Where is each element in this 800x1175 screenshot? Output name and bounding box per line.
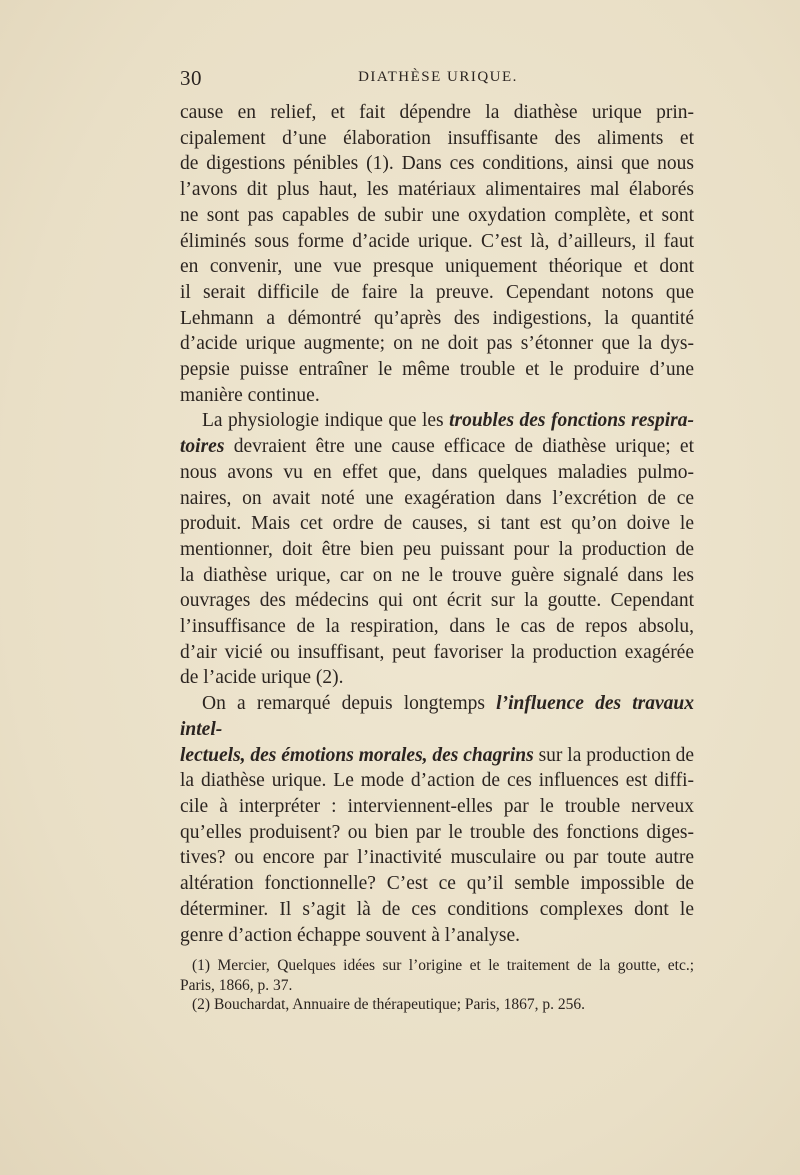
- footnote-1-continuation: Paris, 1866, p. 37.: [180, 976, 293, 994]
- text-run: devraient être une cause efficace de diathèse urique; et: [224, 436, 694, 458]
- italic-phrase: troubles des fonctions respira-: [449, 410, 694, 432]
- paragraph-2: [180, 408, 694, 691]
- text-line: d’acide urique augmente; on ne doit pas s’étonner que la dys-: [180, 333, 694, 355]
- text-line: altération fonctionnelle? C’est ce qu’il semble impossible de: [180, 873, 694, 895]
- text-run: La physiologie indique que les: [202, 410, 450, 432]
- text-line: éliminés sous forme d’acide urique. C’est là, d’ailleurs, il faut: [180, 230, 694, 252]
- italic-phrase: toires: [180, 436, 225, 458]
- text-line: cause en relief, et fait dépendre la diathèse urique prin-: [180, 102, 694, 123]
- text-line: Lehmann a démontré qu’après des indigestions, la quantité: [180, 307, 694, 329]
- text-line: ne sont pas capables de subir une oxydation complète, et sont: [180, 204, 694, 226]
- text-run: sur la production de: [533, 744, 695, 766]
- text-line: mentionner, doit être bien peu puissant pour la production de: [180, 538, 694, 560]
- text-line: de digestions pénibles (1). Dans ces conditions, ainsi que nous: [180, 153, 694, 175]
- text-line: de l’acide urique (2).: [180, 667, 344, 689]
- text-line: [180, 434, 694, 460]
- italic-phrase: l’influence des travaux intel-: [180, 693, 694, 740]
- text-line: nous avons vu en effet que, dans quelques maladies pulmo-: [180, 461, 694, 483]
- text-line: naires, on avait noté une exagération dans l’excrétion de ce: [180, 487, 694, 509]
- text-run: On a remarqué depuis longtemps: [202, 693, 497, 715]
- text-line: il serait difficile de faire la preuve. Cependant notons que: [180, 281, 694, 303]
- text-line: genre d’action échappe souvent à l’analyse.: [180, 924, 521, 946]
- text-line: cile à interpréter : interviennent-elles par le trouble nerveux: [180, 795, 694, 817]
- footnotes: [180, 956, 694, 1015]
- text-line: qu’elles produisent? ou bien par le trouble des fonctions diges-: [180, 821, 694, 843]
- italic-phrase: lectuels, des émotions morales, des chagrins: [180, 744, 534, 766]
- text-line: l’insuffisance de la respiration, dans le cas de repos absolu,: [180, 616, 694, 638]
- text-line: en convenir, une vue presque uniquement théorique et dont: [180, 256, 694, 278]
- paragraph-3: [180, 691, 694, 948]
- text-line: ouvrages des médecins qui ont écrit sur la goutte. Cependant: [180, 590, 694, 612]
- footnote-2: (2) Bouchardat, Annuaire de thérapeutique; Paris, 1867, p. 256.: [192, 996, 585, 1013]
- running-head: DIATHÈSE URIQUE.: [358, 69, 518, 85]
- text-line: [180, 691, 694, 742]
- text-line: pepsie puisse entraîner le même trouble et le produire d’une: [180, 359, 694, 381]
- text-line: d’air vicié ou insuffisant, peut favoriser la production exagérée: [180, 641, 694, 663]
- text-line: cipalement d’une élaboration insuffisante des aliments et: [180, 127, 694, 149]
- text-line: l’avons dit plus haut, les matériaux alimentaires mal élaborés: [180, 179, 694, 201]
- text-line: produit. Mais cet ordre de causes, si tant est qu’on doive le: [180, 513, 694, 535]
- paragraph-1: [180, 100, 694, 408]
- text-line: déterminer. Il s’agit là de ces conditions complexes dont le: [180, 898, 694, 920]
- text-line: la diathèse urique, car on ne le trouve guère signalé dans les: [180, 564, 694, 586]
- text-line: manière continue.: [180, 384, 320, 406]
- text-line: [180, 408, 694, 434]
- text-line: la diathèse urique. Le mode d’action de ces influences est diffi-: [180, 770, 694, 792]
- text-line: [180, 743, 694, 769]
- body-text: [180, 100, 694, 948]
- footnote-1: (1) Mercier, Quelques idées sur l’origine et le traitement de la goutte, etc.;: [192, 957, 694, 974]
- text-line: tives? ou encore par l’inactivité musculaire ou par toute autre: [180, 847, 694, 869]
- page-header: [180, 66, 696, 90]
- page-number: 30: [180, 66, 202, 90]
